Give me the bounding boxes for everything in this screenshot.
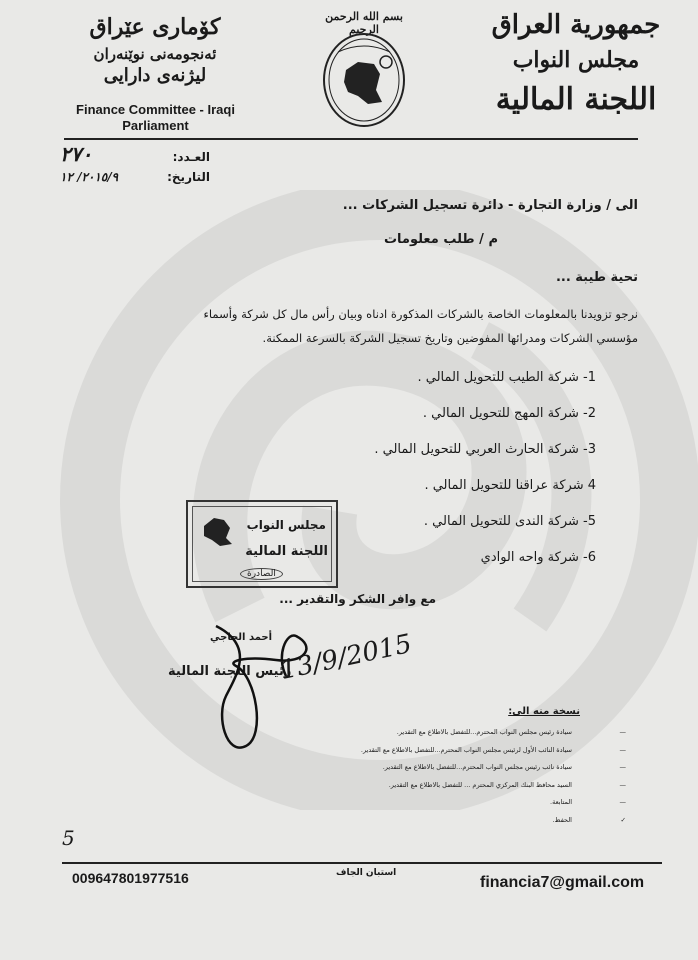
list-item: 1- شركة الطيب للتحويل المالي .: [417, 370, 596, 385]
header-kurdish-parliament: ئەنجومەنی نوێنەران: [93, 45, 217, 63]
parliament-emblem-icon: [318, 12, 410, 130]
letter-meta: [60, 142, 210, 190]
letter-date-value: ٢٠١٥/٩/ ١٢: [60, 170, 119, 184]
letter-date-label: التاريخ:: [167, 170, 210, 184]
list-item: — سيادة النائب الأول لرئيس مجلس النواب المحترم...للتفضل بالاطلاع مع التقدير.: [360, 745, 626, 754]
header-country: جمهورية العراق: [491, 10, 661, 40]
header-arabic: [476, 8, 676, 122]
footer-phone: 009647801977516: [72, 870, 189, 886]
letter-body: [58, 302, 638, 350]
letter-body-line2: مؤسسي الشركات ومدرائها المفوضين وتاريخ تسجيل الشركة بالسرعة الممكنة.: [262, 331, 638, 345]
list-item: ✓ الحفظ.: [552, 815, 626, 824]
list-item: 5- شركة الندى للتحويل المالي .: [423, 514, 596, 529]
letter-recipient: الى / وزارة التجارة - دائرة تسجيل الشركات ...: [342, 198, 638, 213]
header-kurdish-committee: لیژنەی دارایی: [103, 65, 207, 86]
list-item: — سيادة رئيس مجلس النواب المحترم...للتفضل بالاطلاع مع التقدير.: [396, 728, 626, 736]
header-kurdish-country: كۆماری عێراق: [89, 14, 221, 40]
letter-number-label: العـدد:: [172, 150, 210, 164]
letter-number-row: [60, 142, 210, 170]
iraq-map-icon: [200, 514, 236, 548]
list-item: — سيادة نائب رئيس مجلس النواب المحترم...للتفضل بالاطلاع مع التقدير.: [382, 763, 626, 771]
signer-title: رئيس اللجنة المالية: [168, 664, 292, 679]
list-item: 6- شركة واحه الوادي: [480, 550, 596, 565]
footer-email: financia7@gmail.com: [480, 874, 645, 891]
list-item: 3- شركة الحارث العربي للتحويل المالي .: [374, 442, 596, 457]
copies-list: [152, 728, 626, 833]
letter-date-row: [60, 170, 210, 190]
letter-greeting: تحية طيبة ...: [555, 270, 638, 285]
page-number: 5: [62, 826, 75, 850]
header-kurdish: [76, 10, 235, 133]
letter-closing: مع وافر الشكر والتقدير ...: [279, 592, 436, 606]
list-item: — السيد محافظ البنك المركزي المحترم ... للتفضل بالاطلاع مع التقدير.: [388, 780, 626, 789]
list-item: 4 شركة عراقنا للتحويل المالي .: [424, 478, 596, 493]
list-item: 2- شركة المهج للتحويل المالي .: [422, 406, 596, 421]
signer-name: أحمد الحاجي: [210, 632, 273, 643]
letter-number-value: ٢٧٠: [60, 142, 93, 166]
letter-body-line1: نرجو تزويدنا بالمعلومات الخاصة بالشركات المذكورة ادناه وبيان رأس مال كل شركة وأسماء: [203, 307, 638, 321]
header-committee: اللجنة المالية: [495, 82, 657, 117]
header-english: [68, 102, 243, 134]
stamp-line2: اللجنة المالية: [245, 544, 328, 559]
stamp-line1: مجلس النواب: [246, 518, 326, 532]
footer-divider: [62, 862, 662, 864]
list-item: — المتابعة.: [550, 798, 626, 806]
header-english-line1: Finance Committee - Iraqi: [76, 102, 235, 117]
letter-subject: م / طلب معلومات: [383, 232, 498, 247]
header-parliament: مجلس النواب: [512, 47, 640, 73]
handwritten-date: 13/9/2015: [277, 628, 415, 686]
copies-title: نسخة منه الى:: [508, 706, 580, 717]
header-divider: [64, 138, 638, 140]
basmala: بسم الله الرحمن الرحيم: [325, 10, 403, 36]
stamp-line3: الصادرة: [240, 568, 283, 580]
committee-stamp: [186, 500, 338, 588]
company-list: [374, 370, 596, 586]
footer-name: استبان الجاف: [336, 868, 397, 878]
header-english-line2: Parliament: [122, 118, 189, 133]
